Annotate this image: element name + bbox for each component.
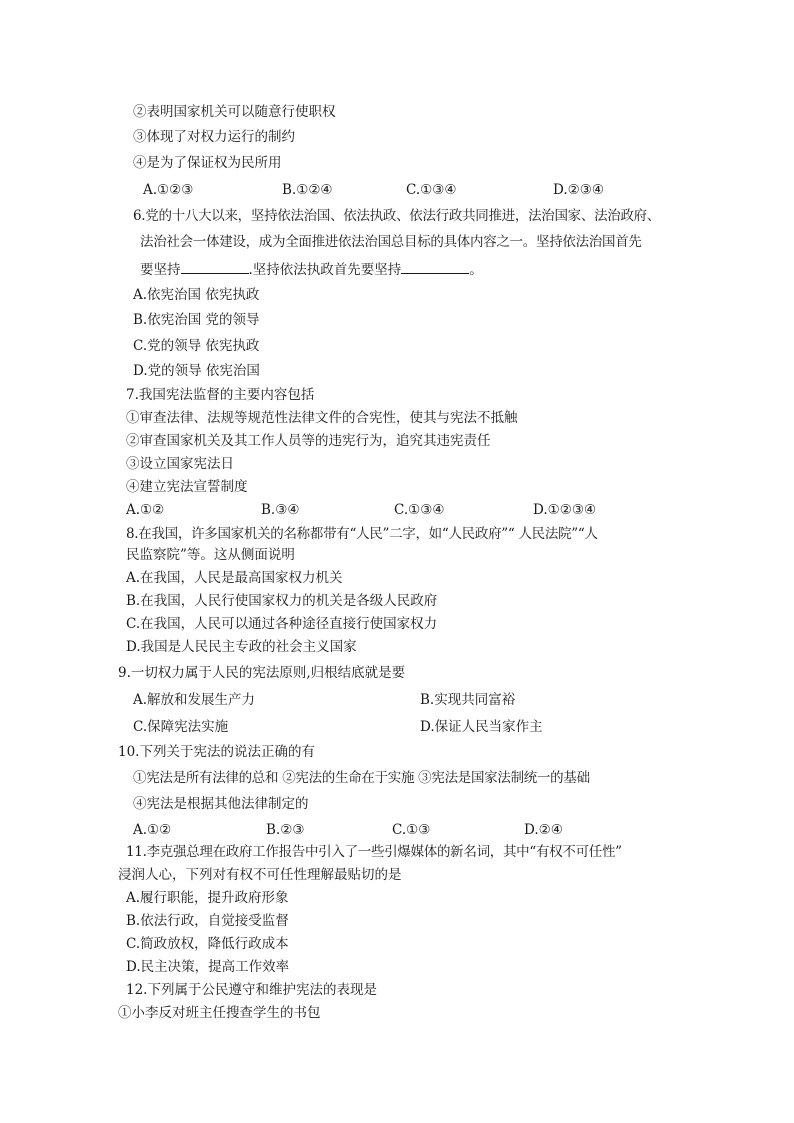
q8-option-b: B.在我国，人民行使国家权力的机关是各级人民政府 [126,593,438,609]
q7-option-c: C.①③④ [394,502,445,518]
q5-statement-3: ③体现了对权力运行的制约 [133,129,295,145]
q10-option-a: A.①② [133,822,172,838]
q10-option-b: B.②③ [266,822,305,838]
q6-text-c: 。 [469,262,483,278]
q5-option-a: A.①②③ [143,182,194,198]
q6-option-d: D.党的领导 依宪治国 [133,363,260,379]
q8-option-a: A.在我国，人民是最高国家权力机关 [126,570,343,586]
q10-statements-2: ④宪法是根据其他法律制定的 [133,796,309,812]
q12-stem: 12.下列属于公民遵守和维护宪法的表现是 [126,982,377,998]
q6-stem-line-2: 法治社会一体建设，成为全面推进依法治国总目标的具体内容之一。坚持依法治国首先 [140,234,642,250]
q6-option-c: C.党的领导 依宪执政 [133,338,260,354]
q10-option-d: D.②④ [524,822,563,838]
q5-statement-4: ④是为了保证权为民所用 [133,155,282,171]
q6-text-a: 要坚持 [140,262,181,278]
q6-stem-line-1: 6.党的十八大以来，坚持依法治国、依法执政、依法行政共同推进，法治国家、法治政府、 [133,208,661,224]
q11-option-a: A.履行职能，提升政府形象 [126,890,289,906]
q10-option-c: C.①③ [392,822,431,838]
q9-stem: 9.一切权力属于人民的宪法原则,归根结底就是要 [118,665,406,681]
q7-option-b: B.③④ [261,502,300,518]
q8-option-c: C.在我国，人民可以通过各种途径直接行使国家权力 [126,616,438,632]
q10-statements-1: ①宪法是所有法律的总和 ②宪法的生命在于实施 ③宪法是国家法制统一的基础 [133,770,590,786]
q6-option-b: B.依宪治国 党的领导 [133,312,260,328]
q6-option-a: A.依宪治国 依宪执政 [133,287,260,303]
q9-option-d: D.保证人民当家作主 [420,719,543,735]
q5-option-d: D.②③④ [553,182,604,198]
q10-stem: 10.下列关于宪法的说法正确的有 [118,744,315,760]
q11-option-b: B.依法行政，自觉接受监督 [126,913,289,929]
q11-option-d: D.民主决策，提高工作效率 [126,959,290,975]
q9-option-b: B.实现共同富裕 [420,692,516,708]
q7-stem: 7.我国宪法监督的主要内容包括 [126,387,315,403]
q9-option-c: C.保障宪法实施 [133,719,229,735]
answer-blank-1 [181,259,249,274]
q11-stem-line-2: 浸润人心，下列对有权不可任性理解最贴切的是 [118,867,402,883]
q6-stem-line-3 [140,259,483,279]
q8-stem-line-2: 民监察院”等。这从侧面说明 [126,547,295,563]
q12-statement-1: ①小李反对班主任搜查学生的书包 [118,1005,321,1021]
q7-statement-1: ①审查法律、法规等规范性法律文件的合宪性，使其与宪法不抵触 [126,410,518,426]
q11-stem-line-1: 11.李克强总理在政府工作报告中引入了一些引爆媒体的新名词，其中“有权不可任性” [126,844,622,860]
q9-option-a: A.解放和发展生产力 [133,692,256,708]
q8-stem-line-1: 8.在我国，许多国家机关的名称都带有“人民”二字，如“人民政府”“ 人民法院”“人 [126,526,598,542]
answer-blank-2 [401,259,469,274]
q6-text-b: .坚持依法执政首先要坚持 [248,262,402,278]
q11-option-c: C.简政放权，降低行政成本 [126,936,289,952]
q7-statement-2: ②审查国家机关及其工作人员等的违宪行为，追究其违宪责任 [126,433,491,449]
q5-statement-2: ②表明国家机关可以随意行使职权 [133,104,336,120]
q7-option-a: A.①② [126,502,165,518]
q7-option-d: D.①②③④ [533,502,597,518]
q8-option-d: D.我国是人民民主专政的社会主义国家 [126,639,357,655]
q7-statement-4: ④建立宪法宣誓制度 [126,479,248,495]
q5-option-c: C.①③④ [406,182,457,198]
q7-statement-3: ③设立国家宪法日 [126,456,234,472]
q5-option-b: B.①②④ [282,182,333,198]
